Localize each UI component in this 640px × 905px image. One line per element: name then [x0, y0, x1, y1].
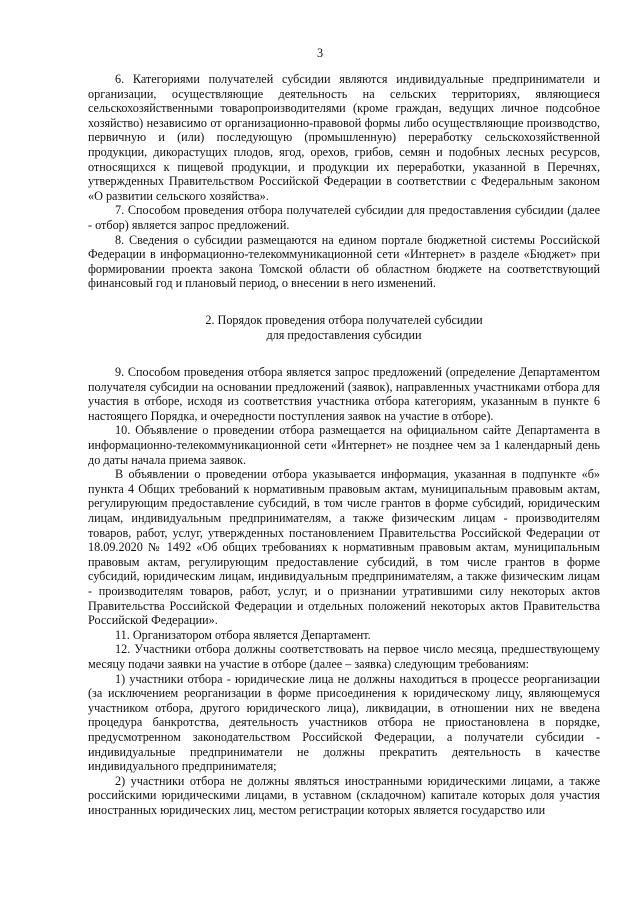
paragraph-11: 11. Организатором отбора является Департамент. [115, 627, 371, 642]
requirement-1: 1) участники отбора - юридические лица не должны находиться в процессе реорганизации (за исключением реорганизации в форме присоединения к юридическому лицу, являющемуся участником отбора, другого юридического лица), ликвидации, в отношении них не введена процедура банкротства, деятельность участников отбора не приостановлена в порядке, предусмотренном законодательством Российской Федерации, а получатели субсидии - индивидуальные предприниматели не должны прекратить деятельность в качестве индивидуального предпринимателя; [88, 671, 600, 774]
paragraph-10: 10. Объявление о проведении отбора размещается на официальном сайте Департамента в информационно-телекоммуникационной сети «Интернет» не позднее чем за 1 календарный день до даты начала приема заявок. [88, 423, 600, 467]
paragraph-10-announcement: В объявлении о проведении отбора указывается информация, указанная в подпункте «б» пункта 4 Общих требований к нормативным правовым актам, муниципальным правовым актам, регулирующим предоставление субсидий, в том числе грантов в форме субсидий, юридическим лицам, индивидуальным предпринимателям, а также физическим лицам - производителям товаров, работ, услуг, утвержденных постановлением Правительства Российской Федерации от 18.09.2020 № 1492 «Об общих требованиях к нормативным правовым актам, муниципальным правовым актам, регулирующим предоставление субсидий, в том числе грантов в форме субсидий, юридическим лицам, индивидуальным предпринимателям, а также физическим лицам - производителям товаров, работ, услуг, и о признании утратившими силу некоторых актов Правительства Российской Федерации и отдельных положений некоторых актов Правительства Российской Федерации». [88, 467, 600, 628]
paragraph-9: 9. Способом проведения отбора является запрос предложений (определение Департаментом получателя субсидии на основании предложений (заявок), направленных участниками отбора для участия в отборе, исходя из соответствия участника отбора категориям, указанным в пункте 6 настоящего Порядка, и очередности поступления заявок на участие в отборе). [88, 365, 600, 423]
section-heading [88, 313, 600, 342]
page-number: 3 [316, 46, 324, 60]
section-heading-line-2: для предоставления субсидии [266, 327, 422, 342]
document-body [88, 72, 600, 818]
paragraph-12: 12. Участники отбора должны соответствовать на первое число месяца, предшествующему месяцу подачи заявки на участие в отборе (далее – заявка) следующим требованиям: [88, 642, 600, 671]
paragraph-8: 8. Сведения о субсидии размещаются на едином портале бюджетной системы Российской Федерации в информационно-телекоммуникационной сети «Интернет» в разделе «Бюджет» при формировании проекта закона Томской области об областном бюджете на соответствующий финансовый год и плановый период, о внесении в него изменений. [88, 232, 600, 291]
section-heading-line-1: 2. Порядок проведения отбора получателей субсидии [205, 312, 483, 327]
paragraph-7: 7. Способом проведения отбора получателей субсидии для предоставления субсидии (далее - отбор) является запрос предложений. [88, 203, 600, 232]
requirement-2: 2) участники отбора не должны являться иностранными юридическими лицами, а также российскими юридическими лицами, в уставном (складочном) капитале которых доля участия иностранных юридических лиц, местом регистрации которых является государство или [88, 773, 600, 817]
paragraph-6: 6. Категориями получателей субсидии являются индивидуальные предприниматели и организации, осуществляющие деятельность на сельских территориях, являющиеся сельскохозяйственными товаропроизводителями (кроме граждан, ведущих личное подсобное хозяйство) независимо от организационно-правовой формы либо осуществляющие производство, первичную и (или) последующую (промышленную) переработку сельскохозяйственной продукции, дикорастущих плодов, ягод, орехов, грибов, семян и подобных лесных ресурсов, относящихся к пищевой продукции, и продукции их переработки, указанной в Перечнях, утвержденных Правительством Российской Федерации в соответствии с Федеральным законом «О развитии сельского хозяйства». [88, 72, 600, 203]
